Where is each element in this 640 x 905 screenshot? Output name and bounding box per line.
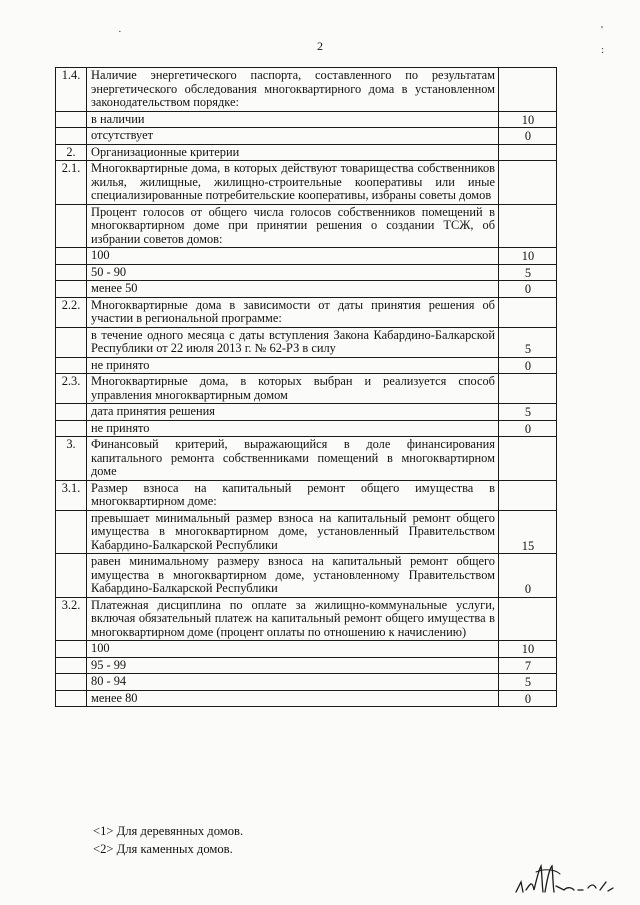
row-score: 0 — [499, 420, 557, 437]
criteria-row — [56, 674, 557, 691]
row-text: Организационные критерии — [87, 144, 499, 161]
row-score — [499, 480, 557, 510]
row-number: 1.4. — [56, 68, 87, 112]
criteria-row — [56, 597, 557, 641]
row-score — [499, 437, 557, 481]
row-text: превышает минимальный размер взноса на капитальный ремонт общего имущества в многоквартирном доме, установленный Правительством Кабардино-Балкарской Республики — [87, 510, 499, 554]
row-number — [56, 690, 87, 707]
criteria-row — [56, 68, 557, 112]
row-number — [56, 264, 87, 281]
row-number — [56, 657, 87, 674]
criteria-row — [56, 111, 557, 128]
criteria-row — [56, 690, 557, 707]
footnotes — [93, 822, 243, 858]
row-text: Многоквартирные дома в зависимости от даты принятия решения об участии в региональной программе: — [87, 297, 499, 327]
row-score: 5 — [499, 327, 557, 357]
criteria-table — [55, 67, 557, 707]
footnote-wooden: <1> Для деревянных домов. — [93, 824, 244, 838]
row-score — [499, 374, 557, 404]
row-text: Платежная дисциплина по оплате за жилищно-коммунальные услуги, включая обязательный платеж на капитальный ремонт общего имущества в многоквартирном доме (процент оплаты по отношению к начислению) — [87, 597, 499, 641]
criteria-row — [56, 264, 557, 281]
row-text: 95 - 99 — [87, 657, 499, 674]
row-score: 5 — [499, 404, 557, 421]
row-score: 10 — [499, 111, 557, 128]
row-score — [499, 144, 557, 161]
row-number — [56, 128, 87, 145]
row-number: 2.1. — [56, 161, 87, 205]
criteria-row — [56, 480, 557, 510]
row-text: дата принятия решения — [87, 404, 499, 421]
scan-tick-mark: ' — [601, 24, 603, 36]
row-number — [56, 641, 87, 658]
scan-colon-mark: : — [601, 44, 605, 56]
criteria-row — [56, 204, 557, 248]
criteria-row — [56, 327, 557, 357]
signature — [512, 860, 622, 900]
row-score: 7 — [499, 657, 557, 674]
row-number — [56, 510, 87, 554]
row-score — [499, 597, 557, 641]
criteria-row — [56, 281, 557, 298]
row-text: Размер взноса на капитальный ремонт общего имущества в многоквартирном доме: — [87, 480, 499, 510]
row-text: менее 50 — [87, 281, 499, 298]
row-number — [56, 281, 87, 298]
row-number — [56, 420, 87, 437]
row-score: 0 — [499, 357, 557, 374]
row-number — [56, 404, 87, 421]
row-text: 100 — [87, 248, 499, 265]
criteria-row — [56, 437, 557, 481]
row-text: Финансовый критерий, выражающийся в доле финансирования капитального ремонта собственниками помещений в многоквартирном доме — [87, 437, 499, 481]
row-number: 2. — [56, 144, 87, 161]
criteria-row — [56, 510, 557, 554]
criteria-row — [56, 404, 557, 421]
row-score: 0 — [499, 554, 557, 598]
row-number: 3. — [56, 437, 87, 481]
row-text: не принято — [87, 357, 499, 374]
row-text: равен минимальному размеру взноса на капитальный ремонт общего имущества в многоквартирном доме, установленному Правительством Кабардино-Балкарской Республики — [87, 554, 499, 598]
row-score — [499, 161, 557, 205]
row-text: в наличии — [87, 111, 499, 128]
row-number — [56, 111, 87, 128]
row-number — [56, 554, 87, 598]
criteria-row — [56, 420, 557, 437]
row-text: Многоквартирные дома, в которых действуют товарищества собственников жилья, жилищные, жилищно-строительные кооперативы или иные специализированные потребительские кооперативы, избраны советы домов — [87, 161, 499, 205]
row-text: Многоквартирные дома, в которых выбран и реализуется способ управления многоквартирным домом — [87, 374, 499, 404]
row-text: менее 80 — [87, 690, 499, 707]
row-text: не принято — [87, 420, 499, 437]
row-score — [499, 68, 557, 112]
criteria-row — [56, 297, 557, 327]
row-text: 80 - 94 — [87, 674, 499, 691]
row-score: 10 — [499, 641, 557, 658]
row-number — [56, 327, 87, 357]
row-number — [56, 357, 87, 374]
row-number — [56, 248, 87, 265]
footnote-stone: <2> Для каменных домов. — [93, 842, 233, 856]
row-text: 50 - 90 — [87, 264, 499, 281]
row-score: 5 — [499, 264, 557, 281]
row-score: 0 — [499, 281, 557, 298]
row-text: отсутствует — [87, 128, 499, 145]
criteria-row — [56, 144, 557, 161]
criteria-row — [56, 657, 557, 674]
row-score: 0 — [499, 128, 557, 145]
row-score: 15 — [499, 510, 557, 554]
row-number: 2.3. — [56, 374, 87, 404]
row-score — [499, 204, 557, 248]
row-number: 3.2. — [56, 597, 87, 641]
criteria-row — [56, 641, 557, 658]
criteria-row — [56, 161, 557, 205]
criteria-row — [56, 374, 557, 404]
criteria-row — [56, 357, 557, 374]
page-number: 2 — [317, 39, 323, 53]
row-number — [56, 204, 87, 248]
row-number — [56, 674, 87, 691]
criteria-row — [56, 128, 557, 145]
row-text: Процент голосов от общего числа голосов собственников помещений в многоквартирном доме при принятии решения о создании ТСЖ, об избрании советов домов: — [87, 204, 499, 248]
criteria-row — [56, 248, 557, 265]
row-text: Наличие энергетического паспорта, составленного по результатам энергетического обследования многоквартирного дома в установленном законодательством порядке: — [87, 68, 499, 112]
row-score: 0 — [499, 690, 557, 707]
scan-dot-mark: · — [118, 26, 122, 38]
row-text: в течение одного месяца с даты вступления Закона Кабардино-Балкарской Республики от 22 июля 2013 г. № 62-РЗ в силу — [87, 327, 499, 357]
row-score — [499, 297, 557, 327]
row-text: 100 — [87, 641, 499, 658]
row-number: 2.2. — [56, 297, 87, 327]
row-number: 3.1. — [56, 480, 87, 510]
row-score: 5 — [499, 674, 557, 691]
row-score: 10 — [499, 248, 557, 265]
criteria-row — [56, 554, 557, 598]
